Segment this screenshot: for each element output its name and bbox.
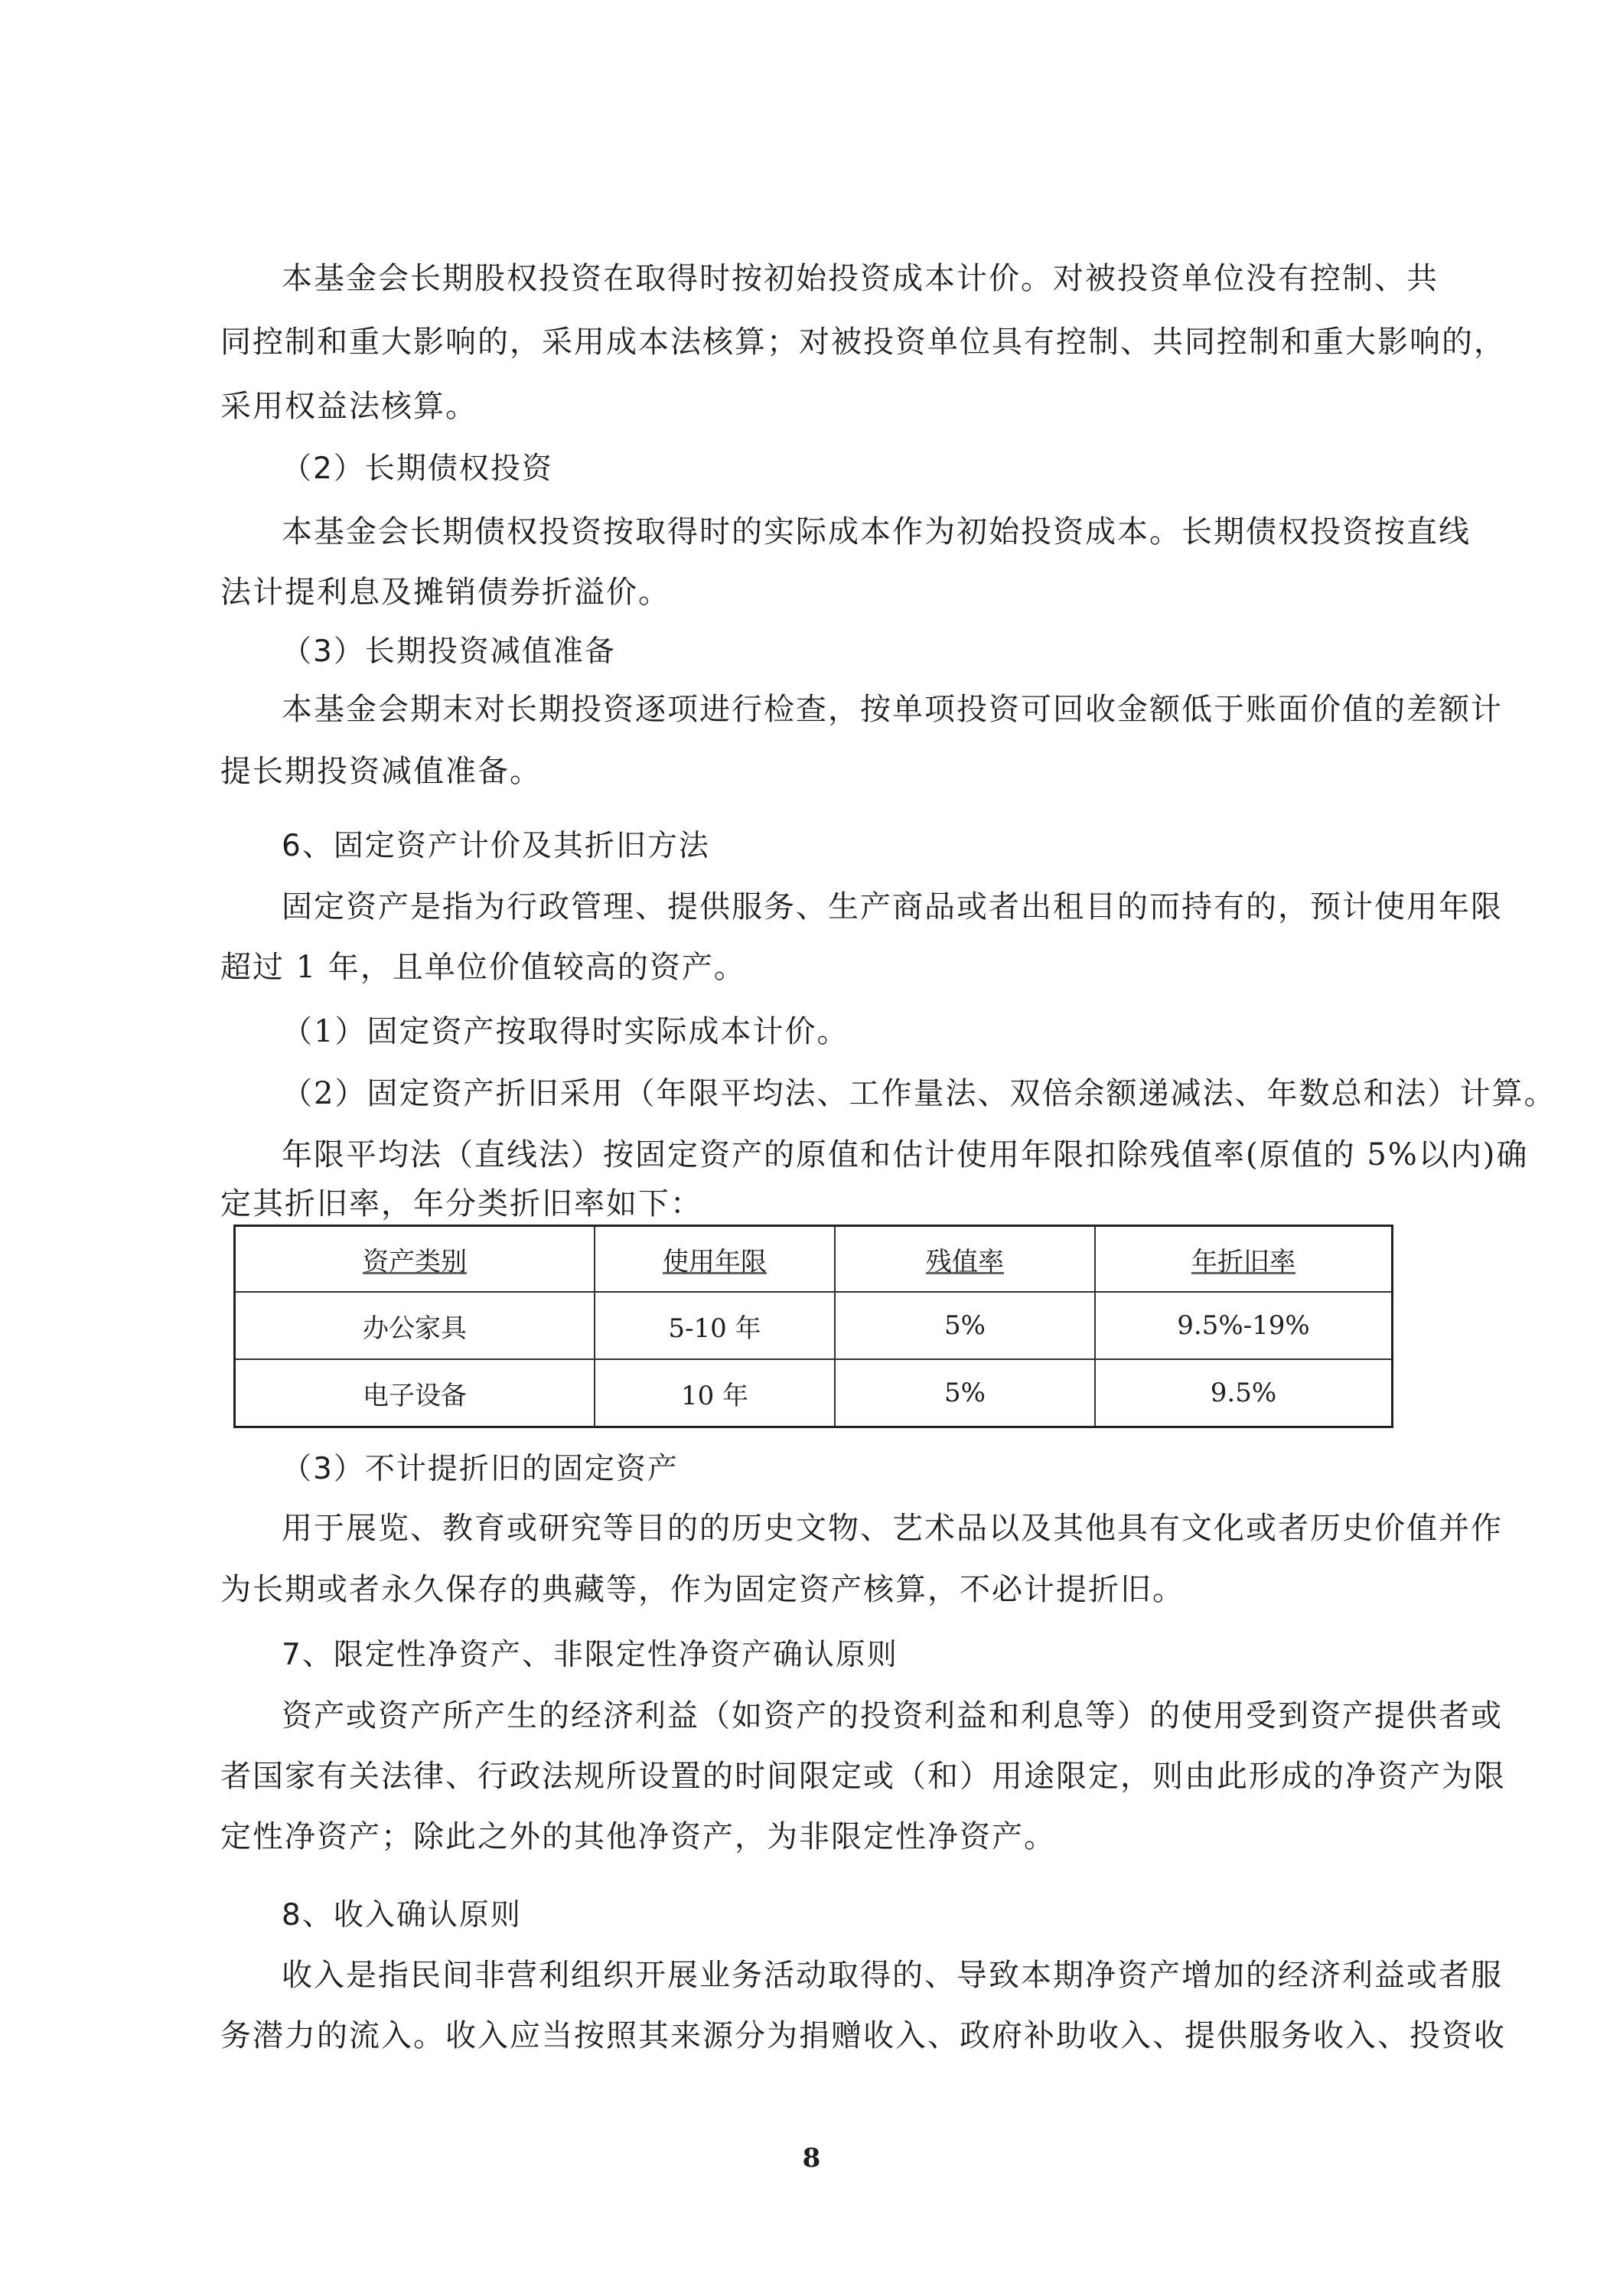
paragraph-line: 资产或资产所产生的经济利益（如资产的投资利益和利息等）的使用受到资产提供者或 [282,1698,1503,1733]
table-cell: 9.5% [1095,1359,1393,1427]
paragraph-line: 固定资产是指为行政管理、提供服务、生产商品或者出租目的而持有的，预计使用年限 [282,889,1503,925]
list-item: （2）固定资产折旧采用（年限平均法、工作量法、双倍余额递减法、年数总和法）计算。 [282,1076,1556,1111]
table-cell: 5% [835,1359,1095,1427]
paragraph-line: 为长期或者永久保存的典藏等，作为固定资产核算，不必计提折旧。 [220,1572,1185,1607]
section-heading: 6、固定资产计价及其折旧方法 [282,829,710,863]
section-heading: 8、收入确认原则 [282,1898,522,1932]
paragraph-line: 本基金会期末对长期投资逐项进行检查，按单项投资可回收金额低于账面价值的差额计 [282,692,1503,727]
paragraph-line: 本基金会长期债权投资按取得时的实际成本作为初始投资成本。长期债权投资按直线 [282,514,1471,550]
list-item: （1）固定资产按取得时实际成本计价。 [282,1014,849,1049]
paragraph-line: 本基金会长期股权投资在取得时按初始投资成本计价。对被投资单位没有控制、共 [282,261,1439,296]
table-row [235,1292,1393,1359]
table-cell: 9.5%-19% [1095,1292,1393,1359]
table-cell: 10 年 [595,1359,835,1427]
table-header-cell: 使用年限 [595,1226,835,1293]
paragraph-line: 同控制和重大影响的，采用成本法核算；对被投资单位具有控制、共同控制和重大影响的， [220,325,1506,360]
table-cell: 5-10 年 [595,1292,835,1359]
page-number: 8 [802,2143,821,2174]
paragraph-line: 定性净资产；除此之外的其他净资产，为非限定性净资产。 [220,1819,1056,1854]
subheading: （3）长期投资减值准备 [282,634,616,669]
section-heading: 7、限定性净资产、非限定性净资产确认原则 [282,1638,898,1672]
paragraph-line: 用于展览、教育或研究等目的的历史文物、艺术品以及其他具有文化或者历史价值并作 [282,1511,1503,1546]
paragraph-line: 年限平均法（直线法）按固定资产的原值和估计使用年限扣除残值率(原值的 5%以内)确 [282,1137,1529,1172]
table-header-cell: 资产类别 [235,1226,595,1293]
depreciation-table [233,1225,1393,1428]
table-header-row [235,1226,1393,1293]
paragraph-line: 法计提利息及摊销债券折溢价。 [220,575,670,610]
paragraph-line: 采用权益法核算。 [220,389,477,424]
table-header-cell: 年折旧率 [1095,1226,1393,1293]
paragraph-line: 提长期投资减值准备。 [220,754,542,789]
subheading: （3）不计提折旧的固定资产 [282,1452,679,1486]
paragraph-line: 者国家有关法律、行政法规所设置的时间限定或（和）用途限定，则由此形成的净资产为限 [220,1759,1506,1794]
table-cell: 电子设备 [235,1359,595,1427]
table-header-cell: 残值率 [835,1226,1095,1293]
paragraph-line: 务潜力的流入。收入应当按照其来源分为捐赠收入、政府补助收入、提供服务收入、投资收 [220,2018,1506,2053]
table-row [235,1359,1393,1427]
paragraph-line: 定其折旧率，年分类折旧率如下： [220,1186,702,1221]
subheading: （2）长期债权投资 [282,452,553,486]
table-cell: 5% [835,1292,1095,1359]
paragraph-line: 收入是指民间非营利组织开展业务活动取得的、导致本期净资产增加的经济利益或者服 [282,1958,1503,1993]
table-cell: 办公家具 [235,1292,595,1359]
paragraph-line: 超过 1 年，且单位价值较高的资产。 [220,950,746,985]
